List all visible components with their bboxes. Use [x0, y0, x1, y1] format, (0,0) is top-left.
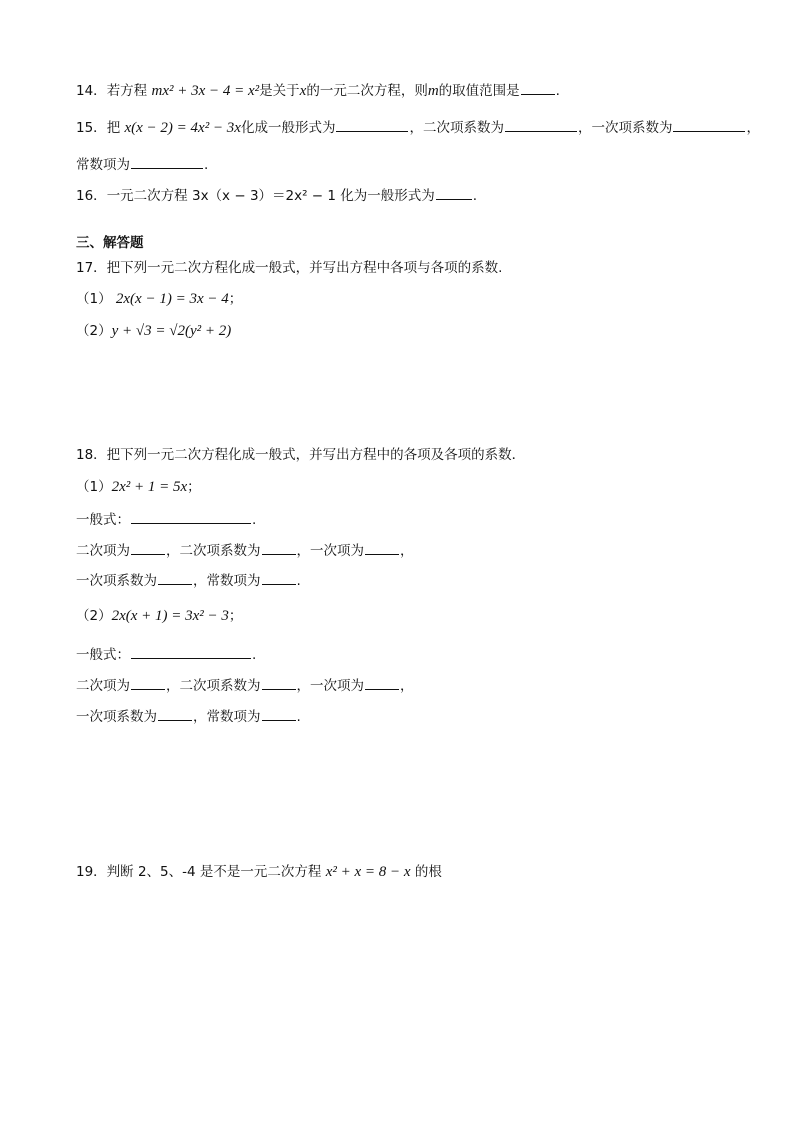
answer-blank[interactable]: [262, 572, 296, 585]
variable: x: [299, 83, 307, 99]
text: ；: [228, 608, 243, 624]
text: 一般式：: [76, 647, 130, 663]
text: ，二次项系数为: [166, 543, 261, 559]
question-number: 16．: [76, 188, 107, 204]
text: .: [252, 512, 257, 528]
part-label: （1）: [76, 479, 112, 495]
equation: mx² + 3x − 4 = x²: [151, 83, 260, 99]
text: ，常数项为: [193, 573, 261, 589]
general-form-line-2: [76, 646, 256, 664]
text: 一元二次方程 3x（x − 3）＝2x² − 1 化为一般形式为: [106, 188, 435, 204]
question-18-part-2: [76, 607, 242, 625]
question-14: [76, 82, 560, 100]
equation: x² + x = 8 − x: [325, 864, 411, 880]
answer-blank[interactable]: [521, 82, 555, 95]
coef-line: [76, 572, 301, 590]
text: .: [555, 83, 560, 99]
answer-blank[interactable]: [158, 708, 192, 721]
text: 的根: [414, 864, 442, 880]
terms-line: [76, 542, 414, 560]
text: 一次项系数为: [76, 709, 157, 725]
text: .: [296, 709, 301, 725]
answer-blank[interactable]: [365, 542, 399, 555]
text: ，一次项为: [296, 543, 364, 559]
section-title: 三、解答题: [76, 235, 144, 251]
text: ，二次项系数为: [166, 678, 261, 694]
text: 二次项为: [76, 543, 130, 559]
part-label: （2）: [76, 608, 112, 624]
answer-blank[interactable]: [131, 511, 251, 524]
text: .: [204, 157, 209, 173]
question-18: 18．把下列一元二次方程化成一般式，并写出方程中的各项及各项的系数．: [76, 447, 526, 463]
question-17-part-1: [76, 290, 242, 308]
text: ，二次项系数为: [409, 120, 504, 136]
text: ，: [400, 543, 414, 559]
question-15: [76, 119, 760, 137]
text: ，一次项系数为: [577, 120, 673, 136]
equation: x(x − 2) = 4x² − 3x: [124, 120, 241, 136]
text: 19．判断 2、5、-4 是不是一元二次方程: [76, 864, 322, 880]
text: .: [472, 188, 478, 204]
text: ；: [187, 479, 201, 495]
text: 的一元二次方程，则: [306, 83, 428, 99]
text: ；: [228, 291, 243, 307]
answer-blank[interactable]: [131, 156, 203, 169]
variable: m: [427, 83, 439, 99]
answer-blank[interactable]: [365, 677, 399, 690]
question-number: 15．: [76, 120, 107, 136]
equation: y + √3 = √2(y² + 2): [111, 323, 232, 339]
text: ，常数项为: [193, 709, 261, 725]
answer-blank[interactable]: [131, 542, 165, 555]
text: 二次项为: [76, 678, 130, 694]
answer-blank[interactable]: [436, 187, 472, 200]
terms-line-2: [76, 677, 414, 695]
coef-line-2: [76, 708, 301, 726]
text: 化成一般形式为: [240, 120, 336, 136]
text: 一次项系数为: [76, 573, 157, 589]
answer-blank[interactable]: [673, 119, 745, 132]
general-form-line: [76, 511, 256, 529]
text: 是关于: [259, 83, 300, 99]
equation: 2x(x − 1) = 3x − 4: [115, 291, 229, 307]
answer-blank[interactable]: [505, 119, 577, 132]
text: ，: [746, 120, 760, 136]
question-16: [76, 187, 477, 205]
answer-blank[interactable]: [131, 646, 251, 659]
text: ，: [400, 678, 414, 694]
answer-blank[interactable]: [262, 677, 296, 690]
question-17: 17．把下列一元二次方程化成一般式，并写出方程中各项与各项的系数.: [76, 260, 503, 276]
answer-blank[interactable]: [131, 677, 165, 690]
part-label: （2）: [76, 323, 112, 339]
text: .: [296, 573, 301, 589]
equation: 2x² + 1 = 5x: [111, 479, 188, 495]
text: 常数项为: [76, 157, 130, 173]
answer-blank[interactable]: [262, 708, 296, 721]
answer-blank[interactable]: [158, 572, 192, 585]
part-label: （1）: [76, 291, 112, 307]
text: 若方程: [106, 83, 148, 99]
text: .: [252, 647, 257, 663]
question-18-part-1: [76, 478, 201, 496]
answer-blank[interactable]: [336, 119, 408, 132]
question-15-cont: [76, 156, 208, 174]
answer-blank[interactable]: [262, 542, 296, 555]
text: 的取值范围是: [438, 83, 520, 99]
question-19: [76, 863, 442, 881]
equation: 2x(x + 1) = 3x² − 3: [111, 608, 229, 624]
question-number: 14．: [76, 83, 107, 99]
text: 一般式：: [76, 512, 130, 528]
question-17-part-2: [76, 322, 231, 340]
text: ，一次项为: [296, 678, 364, 694]
text: 把: [106, 120, 121, 136]
